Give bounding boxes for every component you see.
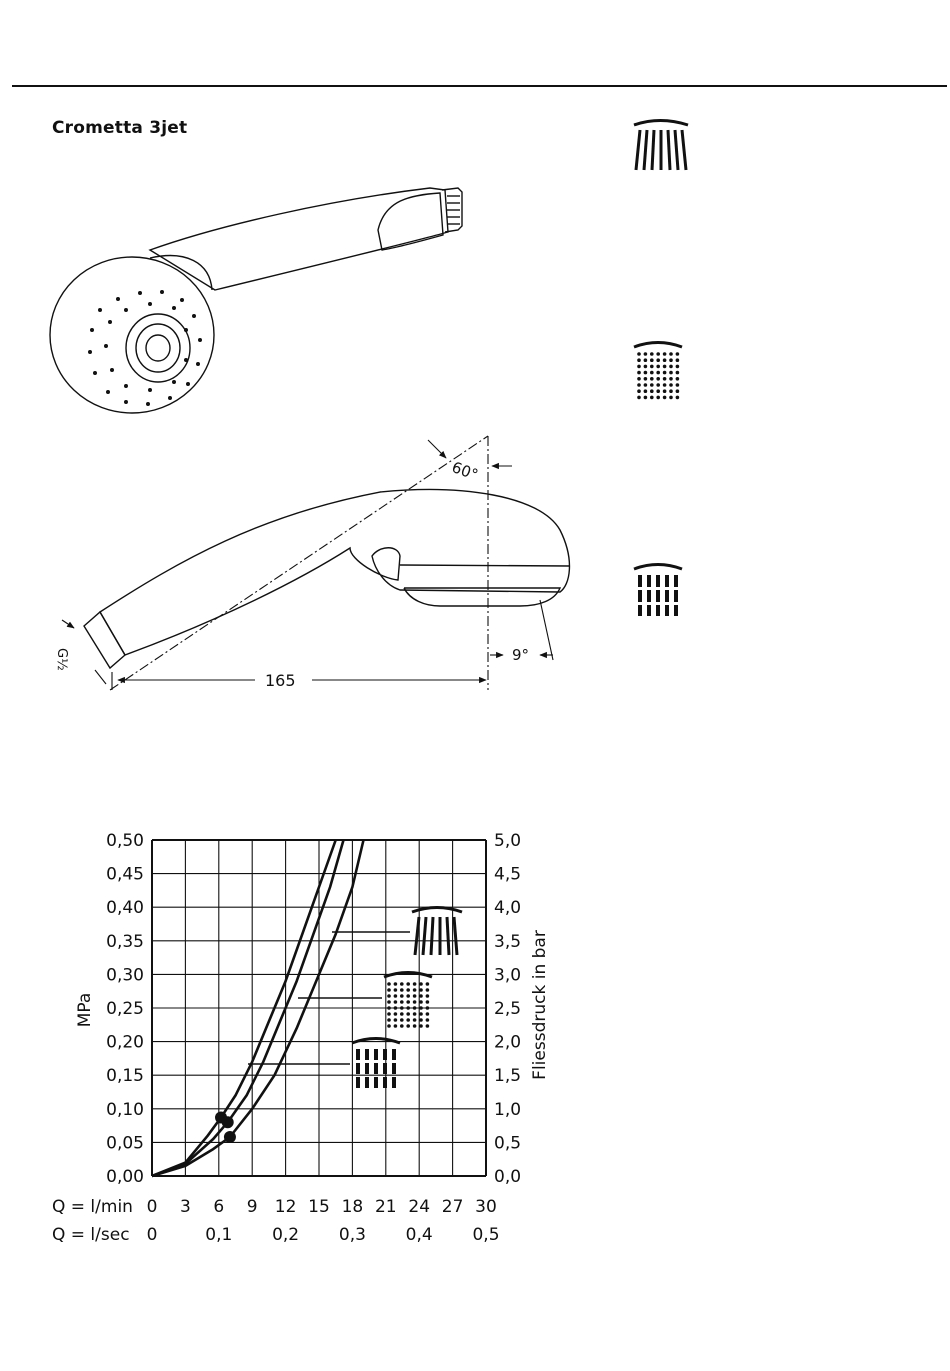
y-tick-bar: 0,5 [494,1133,522,1154]
length-dimension-label: 165 [265,671,296,690]
x-tick-lmin: 21 [374,1197,397,1217]
x-tick-lmin: 0 [146,1197,158,1217]
x-tick-lmin: 27 [441,1197,464,1217]
angle-bottom-label: 9° [512,646,530,664]
y-tick-bar: 3,5 [494,931,522,952]
x-tick-lsec: 0,3 [338,1225,366,1245]
x-tick-lmin: 24 [408,1197,431,1217]
x-tick-lmin: 6 [213,1197,225,1217]
x-tick-lmin: 18 [341,1197,364,1217]
y-tick-bar: 1,5 [494,1066,522,1087]
right-axis-label: Fliessdruck in bar [530,930,550,1080]
x-tick-lsec: 0,1 [205,1225,233,1245]
y-tick-mpa: 0,30 [106,965,144,986]
x-tick-lsec: 0 [146,1225,158,1245]
x-tick-lsec: 0,2 [272,1225,300,1245]
y-tick-bar: 3,0 [494,965,522,986]
y-tick-mpa: 0,50 [106,831,144,851]
series-point-2 [224,1131,236,1143]
y-tick-mpa: 0,25 [106,999,144,1019]
legend-intense-spray-icon [352,1039,400,1091]
y-tick-mpa: 0,10 [106,1099,144,1120]
y-tick-mpa: 0,05 [106,1133,144,1154]
x-tick-lsec: 0,4 [405,1225,433,1245]
y-tick-bar: 2,5 [494,999,522,1019]
product-title: Crometta 3jet [52,118,188,138]
y-tick-mpa: 0,00 [106,1167,144,1187]
y-tick-mpa: 0,40 [106,898,144,919]
angle-top-label: 60° [449,458,481,485]
x-axis-row1-label: Q = l/min [52,1197,133,1217]
x-tick-lmin: 3 [179,1197,191,1217]
y-tick-mpa: 0,45 [106,864,144,885]
chart-ticks [106,831,521,1245]
y-tick-mpa: 0,35 [106,931,144,952]
left-axis-label: MPa [75,992,95,1028]
x-tick-lmin: 9 [246,1197,258,1217]
x-tick-lmin: 12 [274,1197,297,1217]
x-tick-lsec: 0,5 [472,1225,500,1245]
x-tick-lmin: 15 [308,1197,330,1217]
x-axis-row2-label: Q = l/sec [52,1225,130,1245]
y-tick-bar: 5,0 [494,831,522,851]
series-point-1 [222,1116,234,1128]
legend-massage-spray-icon [384,973,432,1028]
y-tick-bar: 0,0 [494,1167,522,1187]
thread-label: G½ [54,648,69,671]
y-tick-bar: 4,0 [494,898,522,919]
y-tick-bar: 2,0 [494,1032,522,1053]
y-tick-bar: 4,5 [494,864,522,885]
y-tick-mpa: 0,20 [106,1032,144,1053]
y-tick-mpa: 0,15 [106,1066,144,1087]
x-tick-lmin: 30 [475,1197,497,1217]
y-tick-bar: 1,0 [494,1099,522,1120]
